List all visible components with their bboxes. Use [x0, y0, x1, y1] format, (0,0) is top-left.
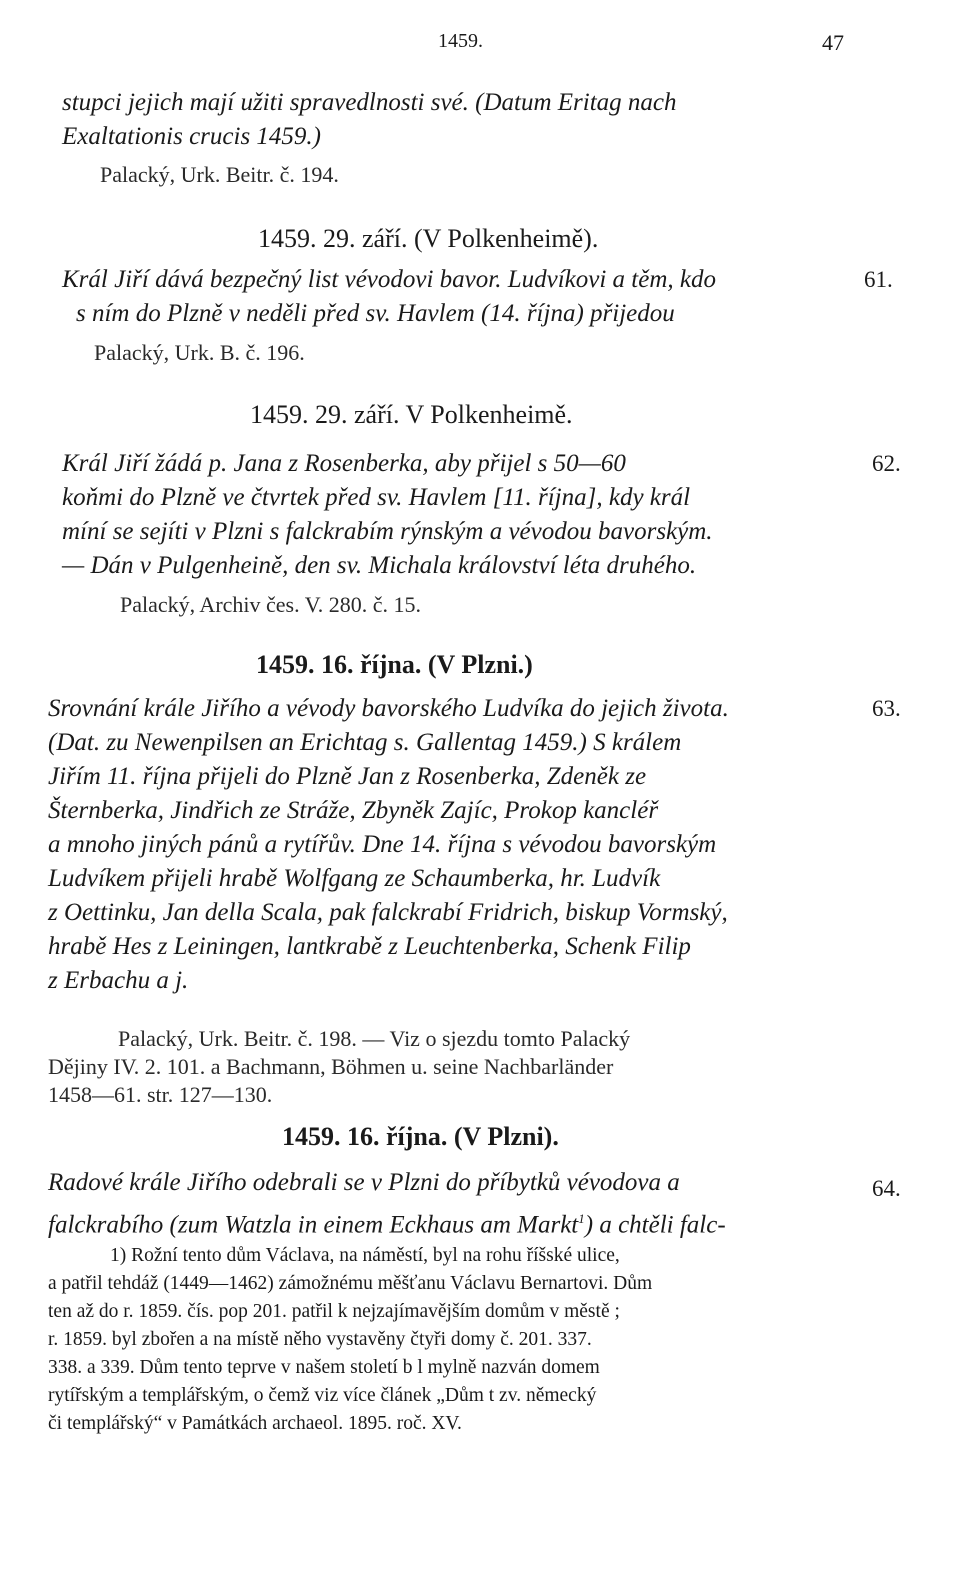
entry-line: Exaltationis crucis 1459.): [62, 123, 321, 150]
entry-number: 62.: [872, 451, 901, 476]
entry-line: Král Jiří dává bezpečný list vévodovi bavor. Ludvíkovi a těm, kdo: [62, 266, 717, 293]
entry-source: Palacký, Urk. B. č. 196.: [94, 340, 305, 365]
entry-line: (Dat. zu Newenpilsen an Erichtag s. Gallentag 1459.) S králem: [48, 729, 682, 756]
entry-heading: 1459. 29. září. (V Polkenheimě).: [258, 224, 599, 253]
entry-line: a mnoho jiných pánů a rytířův. Dne 14. října s vévodou bavorským: [48, 831, 717, 858]
entry-line: — Dán v Pulgenheině, den sv. Michala království léta druhého.: [62, 552, 697, 579]
entry-line: koňmi do Plzně ve čtvrtek před sv. Havlem [11. října], kdy král: [62, 484, 691, 511]
footnote-text: Rožní tento dům Václava, na náměstí, byl na rohu říšské ulice,: [131, 1245, 620, 1266]
entry-source: Palacký, Archiv čes. V. 280. č. 15.: [120, 592, 422, 617]
entry-source: Palacký, Urk. Beitr. č. 198. — Viz o sjezdu tomto Palacký: [118, 1026, 631, 1051]
entry-line: s ním do Plzně v neděli před sv. Havlem (14. října) přijedou: [76, 300, 675, 327]
entry-line: Srovnání krále Jiřího a vévody bavorského Ludvíka do jejich života.: [48, 695, 729, 722]
page-number: 47: [822, 30, 844, 55]
entry-source: Dějiny IV. 2. 101. a Bachmann, Böhmen u. seine Nachbarländer: [48, 1054, 614, 1079]
footnote-line: či templářský“ v Památkách archaeol. 1895. roč. XV.: [48, 1413, 462, 1434]
entry-number: 63.: [872, 696, 901, 721]
entry-number: 61.: [864, 267, 893, 292]
entry-line: Šternberka, Jindřich ze Stráže, Zbyněk Zajíc, Prokop kancléř: [48, 797, 659, 824]
entry-source: Palacký, Urk. Beitr. č. 194.: [100, 162, 339, 187]
entry-line: z Erbachu a j.: [48, 967, 189, 994]
footnote-marker: 1): [110, 1245, 127, 1266]
entry-line-text: falckrabího (zum Watzla in einem Eckhaus am Markt: [48, 1211, 579, 1239]
footnote-line: a patřil tehdáž (1449—1462) zámožnému měšťanu Václavu Bernartovi. Dům: [48, 1273, 653, 1294]
footnote-line: rytířským a templářským, o čemž viz více článek „Dům t zv. německý: [48, 1385, 597, 1406]
entry-line: [48, 1202, 726, 1242]
footnote-line: [110, 1242, 620, 1270]
entry-line: hrabě Hes z Leiningen, lantkrabě z Leuchtenberka, Schenk Filip: [48, 933, 691, 960]
entry-line-text: ) a chtěli falc-: [584, 1211, 726, 1239]
entry-heading: 1459. 29. září. V Polkenheimě.: [250, 400, 573, 429]
page-header: [0, 30, 960, 60]
entry-line: Ludvíkem přijeli hrabě Wolfgang ze Schaumberka, hr. Ludvík: [48, 865, 661, 892]
entry-source: 1458—61. str. 127—130.: [48, 1082, 273, 1107]
entry-number: 64.: [872, 1176, 901, 1201]
entry-line: Radové krále Jiřího odebrali se v Plzni do příbytků vévodova a: [48, 1169, 680, 1196]
entry-heading: 1459. 16. října. (V Plzni).: [282, 1122, 559, 1151]
entry-line: míní se sejíti v Plzni s falckrabím rýnským a vévodou bavorským.: [62, 518, 713, 545]
running-head-year: 1459.: [438, 30, 483, 52]
entry-line: Jiřím 11. října přijeli do Plzně Jan z Rosenberka, Zdeněk ze: [48, 763, 647, 790]
footnote-line: ten až do r. 1859. čís. pop 201. patřil k nejzajímavějším domům v městě ;: [48, 1301, 620, 1322]
entry-heading: 1459. 16. října. (V Plzni.): [256, 650, 533, 679]
footnote-line: 338. a 339. Dům tento teprve v našem století b l mylně nazván domem: [48, 1357, 600, 1378]
entry-line: z Oettinku, Jan della Scala, pak falckrabí Fridrich, biskup Vormský,: [48, 899, 728, 926]
footnote-line: r. 1859. byl zbořen a na místě něho vystavěny čtyři domy č. 201. 337.: [48, 1329, 592, 1350]
entry-line: Král Jiří žádá p. Jana z Rosenberka, aby přijel s 50—60: [62, 450, 626, 477]
footnote-reference: 1: [578, 1211, 585, 1226]
entry-line: stupci jejich mají užiti spravedlnosti své. (Datum Eritag nach: [62, 89, 677, 116]
